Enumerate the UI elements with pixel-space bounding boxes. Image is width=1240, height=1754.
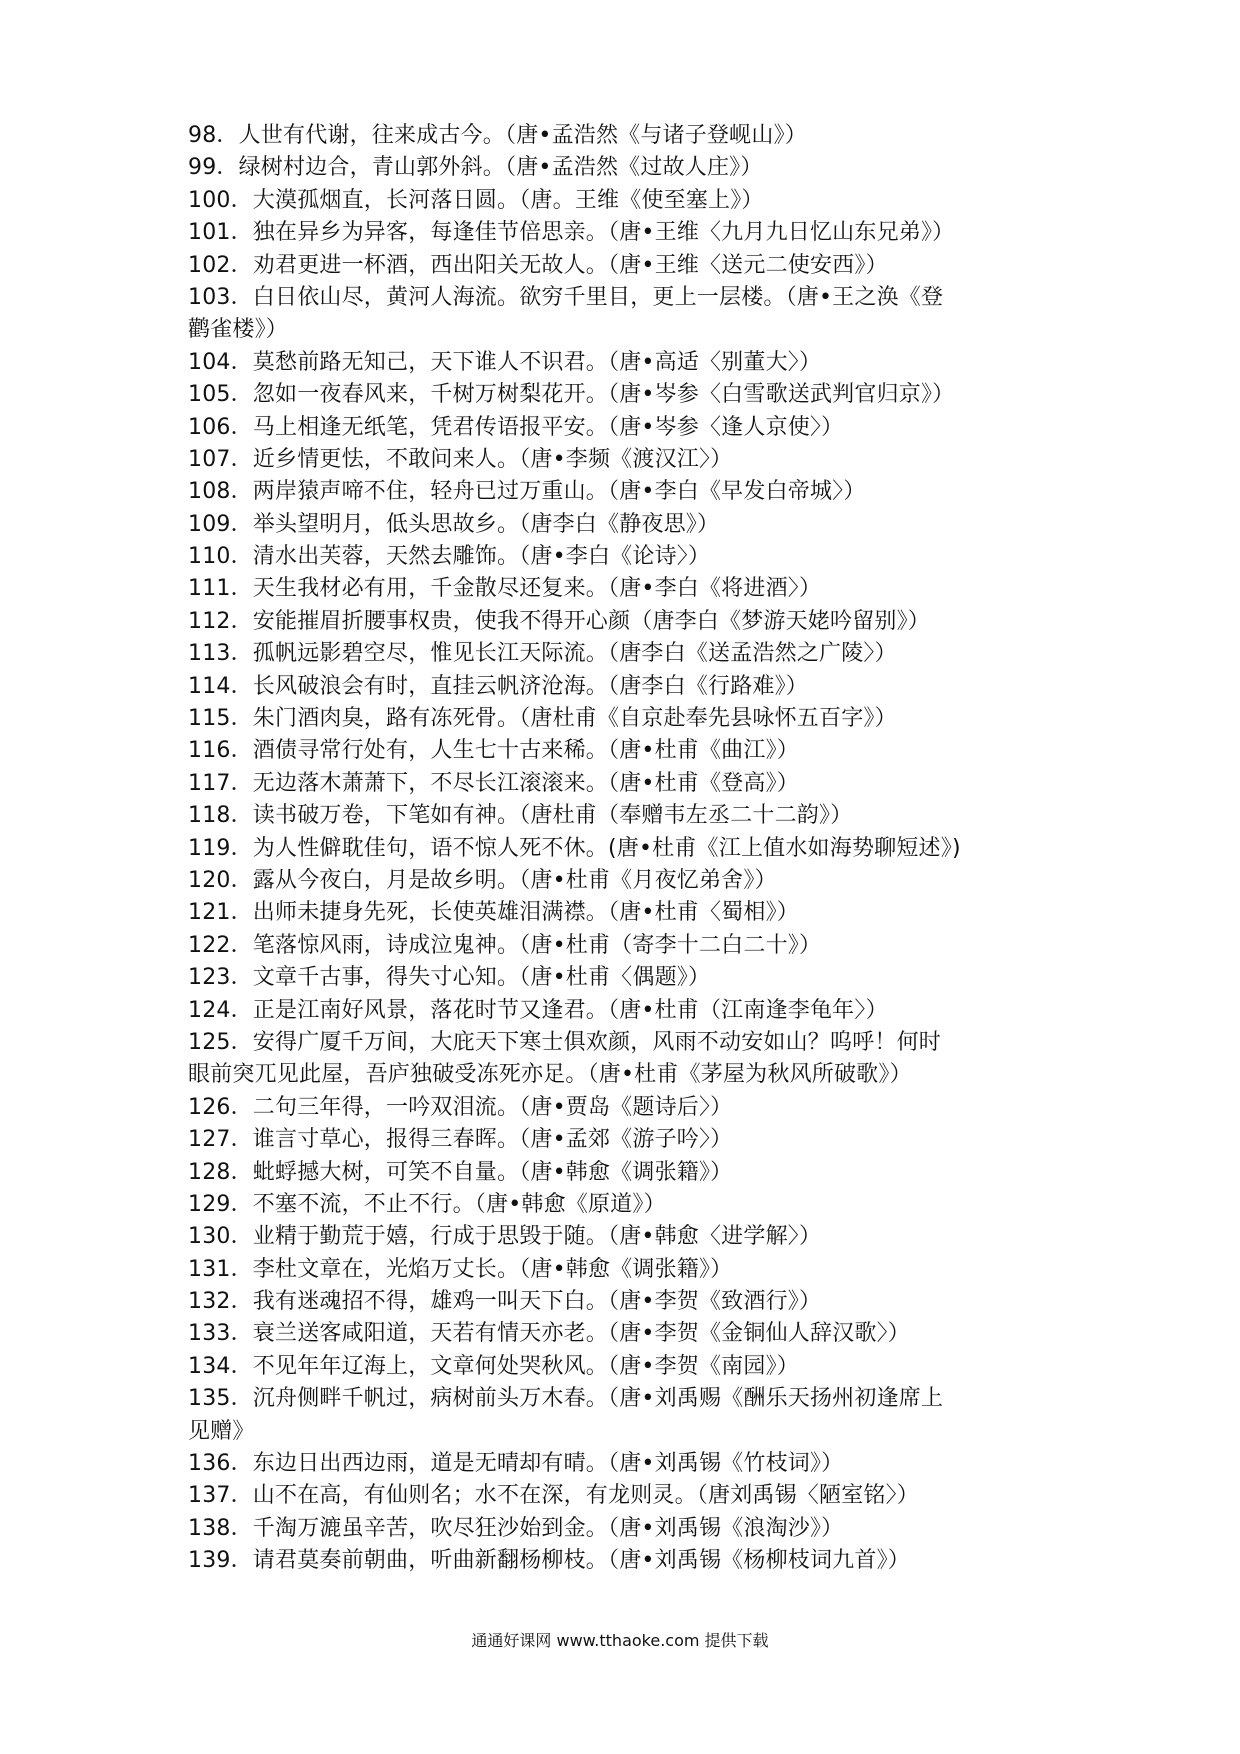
quote-line: 137．山不在高，有仙则名；水不在深，有龙则灵。（唐刘禹锡〈陋室铭〉）	[188, 1483, 919, 1509]
quote-line: 99．绿树村边合，青山郭外斜。（唐•孟浩然《过故人庄》）	[188, 155, 763, 181]
quote-line: 108．两岸猿声啼不住，轻舟已过万重山。（唐•李白《早发白帝城〉）	[188, 479, 866, 505]
quote-line: 109．举头望明月，低头思故乡。（唐李白《静夜思》）	[188, 511, 720, 537]
quote-line: 130．业精于勤荒于嬉，行成于思毁于随。（唐•韩愈〈进学解〉）	[188, 1224, 822, 1250]
quote-line: 103．白日依山尽，黄河人海流。欲穷千里目，更上一层楼。（唐•王之涣《登	[188, 284, 944, 310]
quote-line: 133．衰兰送客咸阳道，天若有情天亦老。（唐•李贺《金铜仙人辞汉歌〉）	[188, 1321, 910, 1347]
quote-line: 105．忽如一夜春风来，千树万树梨花开。（唐•岑参〈白雪歌送武判官归京》）	[188, 382, 955, 408]
quote-line: 139．请君莫奏前朝曲，听曲新翻杨柳枝。（唐•刘禹锡《杨柳枝词九首》）	[188, 1548, 910, 1574]
quote-line: 115．朱门酒肉臭，路有冻死骨。（唐杜甫《自京赴奉先县咏怀五百字》）	[188, 706, 897, 732]
quote-line: 135．沉舟侧畔千帆过，病树前头万木春。（唐•刘禹赐《酬乐天扬州初逢席上	[188, 1386, 944, 1412]
quote-line: 131．李杜文章在，光焰万丈长。（唐•韩愈《调张籍》）	[188, 1256, 733, 1282]
quote-line: 136．东边日出西边雨，道是无晴却有晴。（唐•刘禹锡《竹枝词》）	[188, 1451, 844, 1477]
page-footer: 通通好课网 www.tthaoke.com 提供下载	[471, 1631, 769, 1650]
quote-line: 126．二句三年得，一吟双泪流。（唐•贾岛《题诗后〉）	[188, 1094, 733, 1120]
quote-line: 112．安能摧眉折腰事权贵，使我不得开心颜（唐李白《梦游天姥吟留别》）	[188, 608, 930, 634]
poem-quote-list	[188, 120, 1068, 1578]
quote-line: 123．文章千古事，得失寸心知。（唐•杜甫〈偶题》）	[188, 965, 711, 991]
quote-line: 106．马上相逢无纸笔，凭君传语报平安。（唐•岑参〈逢人京使〉）	[188, 414, 844, 440]
quote-line: 98．人世有代谢，往来成古今。（唐•孟浩然《与诸子登岘山》）	[188, 123, 807, 148]
quote-line: 鹳雀楼》）	[188, 317, 289, 343]
quote-line: 125．安得广厦千万间，大庇天下寒士俱欢颜，风雨不动安如山？呜呼！何时	[188, 1029, 941, 1055]
quote-line: 104．莫愁前路无知己，天下谁人不识君。（唐•高适〈别董大〉）	[188, 349, 822, 375]
quote-line: 122．笔落惊风雨，诗成泣鬼神。（唐•杜甫（寄李十二白二十》）	[188, 932, 822, 958]
quote-line: 132．我有迷魂招不得，雄鸡一叫天下白。（唐•李贺《致酒行》）	[188, 1289, 822, 1315]
quote-line: 120．露从今夜白，月是故乡明。（唐•杜甫《月夜忆弟舍》）	[188, 867, 777, 893]
quote-line: 118．读书破万卷，下笔如有神。（唐杜甫（奉赠韦左丞二十二韵》）	[188, 803, 853, 829]
quote-line: 134．不见年年辽海上，文章何处哭秋风。（唐•李贺《南园》）	[188, 1353, 799, 1379]
quote-line: 见赠》	[188, 1418, 255, 1444]
quote-line: 129．不塞不流，不止不行。（唐•韩愈《原道》）	[188, 1191, 666, 1217]
quote-line: 138．千淘万漉虽辛苦，吹尽狂沙始到金。（唐•刘禹锡《浪淘沙》）	[188, 1515, 844, 1541]
quote-line: 110．清水出芙蓉，天然去雕饰。（唐•李白《论诗〉）	[188, 544, 711, 570]
quote-line: 121．出师未捷身先死，长使英雄泪满襟。（唐•杜甫〈蜀相》）	[188, 900, 799, 926]
quote-line: 124．正是江南好风景，落花时节又逢君。（唐•杜甫（江南逢李龟年〉）	[188, 997, 888, 1023]
quote-line: 116．酒债寻常行处有，人生七十古来稀。（唐•杜甫《曲江》）	[188, 738, 799, 764]
quote-line: 111．天生我材必有用，千金散尽还复来。（唐•李白《将进酒〉）	[188, 576, 822, 602]
quote-line: 114．长风破浪会有时，直挂云帆济沧海。（唐李白《行路难》）	[188, 673, 808, 699]
quote-line: 107．近乡情更怯，不敢问来人。（唐•李频《渡汉江〉）	[188, 446, 733, 472]
quote-line: 119．为人性僻耽佳句，语不惊人死不休。(唐•杜甫《江上值水如海势聊短述》)	[188, 835, 961, 861]
quote-line: 100．大漠孤烟直，长河落日圆。（唐。王维《使至塞上》）	[188, 187, 764, 213]
quote-line: 128．蚍蜉撼大树，可笑不自量。（唐•韩愈《调张籍》）	[188, 1159, 733, 1185]
quote-line: 127．谁言寸草心，报得三春晖。（唐•孟郊《游子吟〉）	[188, 1127, 733, 1153]
quote-line: 117．无边落木萧萧下，不尽长江滚滚来。（唐•杜甫《登高》）	[188, 770, 799, 796]
quote-line: 101．独在异乡为异客，每逢佳节倍思亲。（唐•王维〈九月九日忆山东兄弟》）	[188, 220, 955, 246]
quote-line: 眼前突兀见此屋，吾庐独破受冻死亦足。（唐•杜甫《茅屋为秋风所破歌》）	[188, 1062, 912, 1088]
quote-line: 102．劝君更进一杯酒，西出阳关无故人。（唐•王维〈送元二使安西》）	[188, 252, 888, 278]
quote-line: 113．孤帆远影碧空尽，惟见长江天际流。（唐李白《送孟浩然之广陵〉）	[188, 641, 897, 667]
